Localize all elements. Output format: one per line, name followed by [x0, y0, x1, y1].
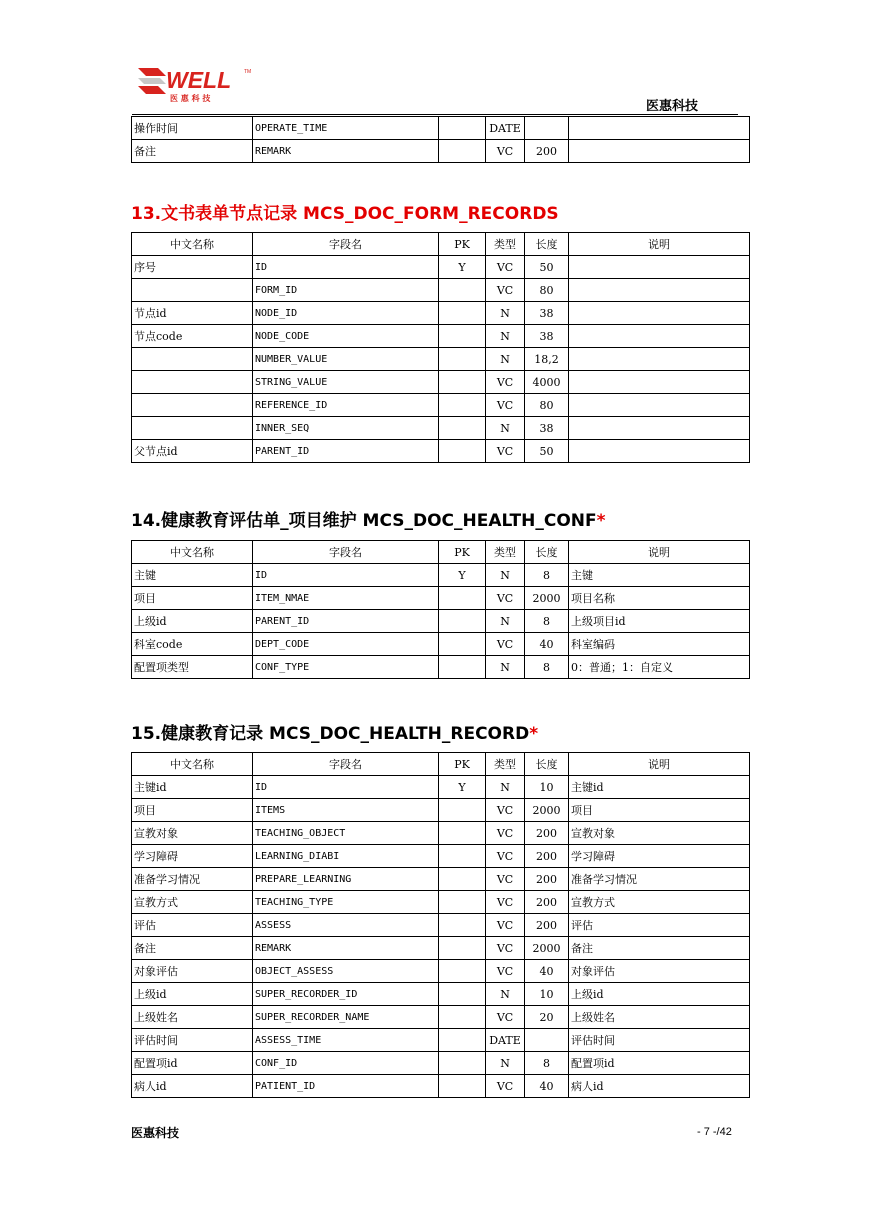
- cell-pk: [439, 440, 486, 463]
- cell-type: VC: [486, 1075, 525, 1098]
- header-rule: [132, 114, 738, 115]
- cell-field-name: ITEM_NMAE: [253, 587, 439, 610]
- cell-pk: [439, 868, 486, 891]
- cell-length: 10: [525, 776, 569, 799]
- cell-field-name: ASSESS_TIME: [253, 1029, 439, 1052]
- cell-type: N: [486, 417, 525, 440]
- column-header-length: 长度: [525, 541, 569, 564]
- table-row: [132, 279, 750, 302]
- cell-type: VC: [486, 371, 525, 394]
- cell-length: 20: [525, 1006, 569, 1029]
- table-row: [132, 348, 750, 371]
- cell-description: 评估: [569, 914, 750, 937]
- cell-cn-name: 父节点id: [132, 440, 253, 463]
- cell-pk: [439, 279, 486, 302]
- cell-pk: [439, 371, 486, 394]
- column-header-type: 类型: [486, 753, 525, 776]
- table-row: [132, 371, 750, 394]
- cell-cn-name: [132, 417, 253, 440]
- cell-cn-name: 备注: [132, 140, 253, 163]
- cell-length: 10: [525, 983, 569, 1006]
- cell-type: DATE: [486, 1029, 525, 1052]
- cell-length: 50: [525, 256, 569, 279]
- cell-type: VC: [486, 587, 525, 610]
- table-header-row: [132, 753, 750, 776]
- cell-pk: [439, 302, 486, 325]
- table-row: [132, 117, 750, 140]
- cell-field-name: ID: [253, 776, 439, 799]
- cell-cn-name: [132, 394, 253, 417]
- cell-cn-name: 评估: [132, 914, 253, 937]
- cell-type: N: [486, 610, 525, 633]
- table-row: [132, 822, 750, 845]
- footer-company-name: 医惠科技: [131, 1126, 180, 1140]
- logo-text: WELL: [166, 67, 232, 93]
- cell-length: 8: [525, 564, 569, 587]
- cell-field-name: REFERENCE_ID: [253, 394, 439, 417]
- cell-length: 38: [525, 417, 569, 440]
- cell-type: VC: [486, 914, 525, 937]
- cell-description: 上级项目id: [569, 610, 750, 633]
- cell-pk: [439, 633, 486, 656]
- cell-description: 上级id: [569, 983, 750, 1006]
- cell-description: 项目: [569, 799, 750, 822]
- cell-type: VC: [486, 799, 525, 822]
- table-row: [132, 799, 750, 822]
- cell-length: 4000: [525, 371, 569, 394]
- cell-cn-name: 上级姓名: [132, 1006, 253, 1029]
- table-row: [132, 1075, 750, 1098]
- cell-pk: [439, 983, 486, 1006]
- cell-field-name: ITEMS: [253, 799, 439, 822]
- required-star: *: [596, 511, 606, 531]
- cell-type: VC: [486, 822, 525, 845]
- cell-type: VC: [486, 960, 525, 983]
- cell-description: [569, 440, 750, 463]
- column-header-length: 长度: [525, 233, 569, 256]
- cell-type: VC: [486, 633, 525, 656]
- cell-pk: [439, 937, 486, 960]
- cell-length: 2000: [525, 587, 569, 610]
- header-company-name: 医惠科技: [646, 99, 699, 114]
- cell-cn-name: [132, 371, 253, 394]
- cell-type: N: [486, 656, 525, 679]
- cell-description: 学习障碍: [569, 845, 750, 868]
- cell-field-name: ID: [253, 256, 439, 279]
- table-row: [132, 776, 750, 799]
- cell-cn-name: 评估时间: [132, 1029, 253, 1052]
- cell-description: 上级姓名: [569, 1006, 750, 1029]
- cell-description: 宣教方式: [569, 891, 750, 914]
- column-header-field-name: 字段名: [253, 541, 439, 564]
- cell-field-name: FORM_ID: [253, 279, 439, 302]
- table-row: [132, 325, 750, 348]
- cell-description: 项目名称: [569, 587, 750, 610]
- cell-cn-name: 操作时间: [132, 117, 253, 140]
- column-header-cn-name: 中文名称: [132, 233, 253, 256]
- cell-description: [569, 279, 750, 302]
- logo-subtext: 医 惠 科 技: [170, 94, 211, 103]
- cell-length: 200: [525, 845, 569, 868]
- cell-description: 对象评估: [569, 960, 750, 983]
- table-row: [132, 1029, 750, 1052]
- cell-cn-name: 主键: [132, 564, 253, 587]
- cell-type: N: [486, 348, 525, 371]
- cell-description: [569, 256, 750, 279]
- cell-pk: [439, 610, 486, 633]
- cell-cn-name: 上级id: [132, 983, 253, 1006]
- cell-field-name: REMARK: [253, 140, 439, 163]
- table-row: [132, 610, 750, 633]
- cell-cn-name: 项目: [132, 799, 253, 822]
- cell-type: DATE: [486, 117, 525, 140]
- cell-type: N: [486, 1052, 525, 1075]
- cell-pk: [439, 325, 486, 348]
- cell-pk: [439, 799, 486, 822]
- cell-description: 0：普通；1：自定义: [569, 656, 750, 679]
- cell-field-name: OBJECT_ASSESS: [253, 960, 439, 983]
- column-header-pk: PK: [439, 233, 486, 256]
- column-header-cn-name: 中文名称: [132, 753, 253, 776]
- cell-field-name: PARENT_ID: [253, 610, 439, 633]
- cell-description: 主键id: [569, 776, 750, 799]
- cell-type: N: [486, 983, 525, 1006]
- table-header-row: [132, 233, 750, 256]
- cell-length: 8: [525, 1052, 569, 1075]
- cell-cn-name: 对象评估: [132, 960, 253, 983]
- cell-description: [569, 371, 750, 394]
- cell-description: [569, 417, 750, 440]
- cell-field-name: STRING_VALUE: [253, 371, 439, 394]
- logo-tm: TM: [244, 69, 252, 75]
- cell-field-name: SUPER_RECORDER_ID: [253, 983, 439, 1006]
- cell-pk: Y: [439, 256, 486, 279]
- cell-field-name: PARENT_ID: [253, 440, 439, 463]
- cell-pk: [439, 845, 486, 868]
- table-mcs-doc-health-record: [131, 752, 750, 1098]
- cell-description: 准备学习情况: [569, 868, 750, 891]
- cell-field-name: TEACHING_OBJECT: [253, 822, 439, 845]
- cell-pk: [439, 394, 486, 417]
- cell-type: VC: [486, 1006, 525, 1029]
- cell-field-name: CONF_ID: [253, 1052, 439, 1075]
- cell-length: 50: [525, 440, 569, 463]
- cell-type: VC: [486, 937, 525, 960]
- cell-cn-name: 备注: [132, 937, 253, 960]
- cell-type: N: [486, 302, 525, 325]
- column-header-field-name: 字段名: [253, 233, 439, 256]
- cell-cn-name: 配置项类型: [132, 656, 253, 679]
- cell-field-name: PREPARE_LEARNING: [253, 868, 439, 891]
- table-row: [132, 564, 750, 587]
- cell-description: 病人id: [569, 1075, 750, 1098]
- company-logo: [136, 64, 256, 104]
- table-row: [132, 394, 750, 417]
- cell-type: VC: [486, 394, 525, 417]
- table-row: [132, 960, 750, 983]
- table-row: [132, 302, 750, 325]
- cell-length: 38: [525, 325, 569, 348]
- cell-type: VC: [486, 868, 525, 891]
- cell-field-name: NODE_ID: [253, 302, 439, 325]
- column-header-description: 说明: [569, 753, 750, 776]
- column-header-description: 说明: [569, 541, 750, 564]
- table-row: [132, 1052, 750, 1075]
- table-header-row: [132, 541, 750, 564]
- cell-pk: [439, 1075, 486, 1098]
- table-row: [132, 587, 750, 610]
- cell-pk: Y: [439, 564, 486, 587]
- cell-description: 配置项id: [569, 1052, 750, 1075]
- cell-length: 200: [525, 140, 569, 163]
- column-header-type: 类型: [486, 541, 525, 564]
- cell-length: 200: [525, 891, 569, 914]
- cell-description: [569, 394, 750, 417]
- column-header-description: 说明: [569, 233, 750, 256]
- cell-pk: [439, 656, 486, 679]
- table-row: [132, 914, 750, 937]
- cell-length: 8: [525, 610, 569, 633]
- cell-type: VC: [486, 891, 525, 914]
- table-row: [132, 1006, 750, 1029]
- cell-field-name: DEPT_CODE: [253, 633, 439, 656]
- cell-field-name: ASSESS: [253, 914, 439, 937]
- section-15-title-text: 15.健康教育记录 MCS_DOC_HEALTH_RECORD: [131, 724, 530, 744]
- cell-cn-name: 节点code: [132, 325, 253, 348]
- cell-pk: [439, 348, 486, 371]
- cell-cn-name: 节点id: [132, 302, 253, 325]
- cell-type: VC: [486, 256, 525, 279]
- logo-graphic: [136, 64, 256, 104]
- cell-field-name: TEACHING_TYPE: [253, 891, 439, 914]
- table-row: [132, 440, 750, 463]
- cell-pk: [439, 1006, 486, 1029]
- cell-cn-name: 宣教方式: [132, 891, 253, 914]
- section-14-title-text: 14.健康教育评估单_项目维护 MCS_DOC_HEALTH_CONF: [131, 511, 597, 531]
- cell-field-name: CONF_TYPE: [253, 656, 439, 679]
- cell-description: 备注: [569, 937, 750, 960]
- table-row: [132, 983, 750, 1006]
- table-row: [132, 937, 750, 960]
- cell-field-name: NODE_CODE: [253, 325, 439, 348]
- column-header-pk: PK: [439, 541, 486, 564]
- cell-field-name: INNER_SEQ: [253, 417, 439, 440]
- cell-description: [569, 348, 750, 371]
- table-row: [132, 417, 750, 440]
- column-header-cn-name: 中文名称: [132, 541, 253, 564]
- cell-cn-name: [132, 348, 253, 371]
- cell-description: 宣教对象: [569, 822, 750, 845]
- cell-field-name: NUMBER_VALUE: [253, 348, 439, 371]
- cell-cn-name: 病人id: [132, 1075, 253, 1098]
- cell-field-name: SUPER_RECORDER_NAME: [253, 1006, 439, 1029]
- cell-length: 40: [525, 633, 569, 656]
- cell-pk: [439, 914, 486, 937]
- cell-field-name: REMARK: [253, 937, 439, 960]
- cell-length: 200: [525, 914, 569, 937]
- cell-description: 主键: [569, 564, 750, 587]
- cell-pk: [439, 891, 486, 914]
- column-header-pk: PK: [439, 753, 486, 776]
- cell-description: [569, 140, 750, 163]
- cell-type: N: [486, 776, 525, 799]
- cell-field-name: ID: [253, 564, 439, 587]
- cell-length: 2000: [525, 799, 569, 822]
- cell-pk: [439, 960, 486, 983]
- cell-cn-name: 上级id: [132, 610, 253, 633]
- cell-field-name: PATIENT_ID: [253, 1075, 439, 1098]
- cell-pk: Y: [439, 776, 486, 799]
- cell-length: 2000: [525, 937, 569, 960]
- cell-length: [525, 117, 569, 140]
- cell-cn-name: [132, 279, 253, 302]
- cell-type: VC: [486, 140, 525, 163]
- column-header-length: 长度: [525, 753, 569, 776]
- cell-length: 40: [525, 1075, 569, 1098]
- cell-description: 科室编码: [569, 633, 750, 656]
- table-mcs-doc-health-conf: [131, 540, 750, 679]
- cell-type: N: [486, 325, 525, 348]
- cell-pk: [439, 822, 486, 845]
- cell-length: [525, 1029, 569, 1052]
- cell-length: 80: [525, 394, 569, 417]
- table-row: [132, 633, 750, 656]
- section-13-title: 13.文书表单节点记录 MCS_DOC_FORM_RECORDS: [131, 204, 559, 224]
- table-row: [132, 656, 750, 679]
- cell-type: VC: [486, 440, 525, 463]
- cell-cn-name: 项目: [132, 587, 253, 610]
- cell-length: 38: [525, 302, 569, 325]
- column-header-type: 类型: [486, 233, 525, 256]
- cell-description: [569, 325, 750, 348]
- cell-description: [569, 302, 750, 325]
- column-header-field-name: 字段名: [253, 753, 439, 776]
- cell-description: 评估时间: [569, 1029, 750, 1052]
- cell-cn-name: 学习障碍: [132, 845, 253, 868]
- cell-cn-name: 主键id: [132, 776, 253, 799]
- table-row: [132, 140, 750, 163]
- cell-pk: [439, 1052, 486, 1075]
- cell-pk: [439, 117, 486, 140]
- cell-cn-name: 序号: [132, 256, 253, 279]
- cell-pk: [439, 417, 486, 440]
- section-15-title: [131, 719, 538, 744]
- cell-length: 40: [525, 960, 569, 983]
- required-star: *: [529, 724, 539, 744]
- cell-cn-name: 配置项id: [132, 1052, 253, 1075]
- cell-length: 200: [525, 822, 569, 845]
- cell-cn-name: 宣教对象: [132, 822, 253, 845]
- cell-length: 80: [525, 279, 569, 302]
- cell-type: VC: [486, 279, 525, 302]
- table-row: [132, 256, 750, 279]
- cell-type: N: [486, 564, 525, 587]
- cell-pk: [439, 140, 486, 163]
- cell-type: VC: [486, 845, 525, 868]
- cell-field-name: LEARNING_DIABI: [253, 845, 439, 868]
- cell-length: 200: [525, 868, 569, 891]
- cell-length: 8: [525, 656, 569, 679]
- table-row: [132, 868, 750, 891]
- table-row: [132, 891, 750, 914]
- cell-cn-name: 科室code: [132, 633, 253, 656]
- table-mcs-doc-form-records: [131, 232, 750, 463]
- cell-cn-name: 准备学习情况: [132, 868, 253, 891]
- table-continued: [131, 116, 750, 163]
- cell-pk: [439, 587, 486, 610]
- cell-length: 18,2: [525, 348, 569, 371]
- table-row: [132, 845, 750, 868]
- cell-description: [569, 117, 750, 140]
- page-number: - 7 -/42: [697, 1126, 732, 1138]
- cell-pk: [439, 1029, 486, 1052]
- section-14-title: [131, 506, 606, 531]
- cell-field-name: OPERATE_TIME: [253, 117, 439, 140]
